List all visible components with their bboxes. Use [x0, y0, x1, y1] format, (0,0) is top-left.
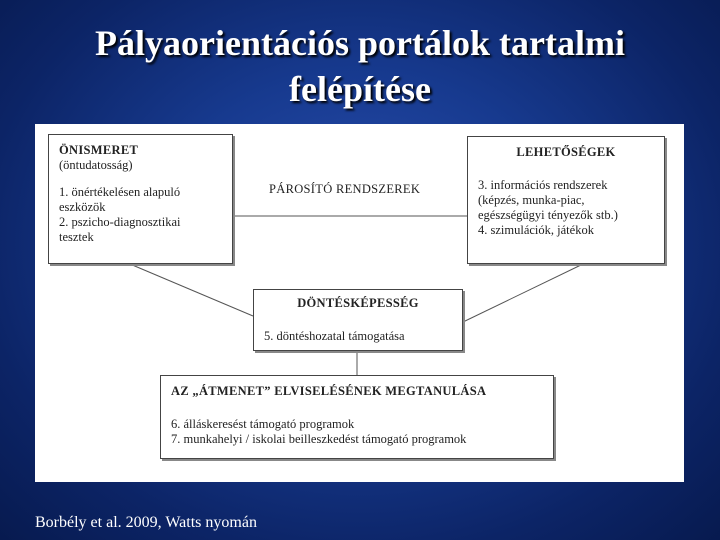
onismeret-subheading: (öntudatosság): [59, 158, 133, 172]
diagram-panel: [35, 124, 684, 482]
lehetosegek-heading: LEHETŐSÉGEK: [516, 145, 616, 159]
onismeret-item: eszközök: [59, 200, 106, 214]
slide-title-line-2: felépítése: [289, 69, 431, 109]
atmenet-box: [160, 375, 554, 459]
donteskepesseg-box: [253, 289, 463, 351]
onismeret-heading: ÖNISMERET: [59, 143, 139, 157]
atmenet-heading: AZ „ÁTMENET” ELVISELÉSÉNEK MEGTANULÁSA: [171, 384, 487, 398]
connector-lehetosegek-donteskepesseg: [463, 264, 583, 322]
parosito-rendszerek-label: PÁROSÍTÓ RENDSZEREK: [269, 182, 421, 196]
onismeret-item: 2. pszicho-diagnosztikai: [59, 215, 181, 229]
lehetosegek-item: egészségügyi tényezők stb.): [478, 208, 618, 222]
onismeret-item: 1. önértékelésen alapuló: [59, 185, 181, 199]
donteskepesseg-item: 5. döntéshozatal támogatása: [264, 329, 405, 343]
lehetosegek-box: [467, 136, 665, 264]
atmenet-item: 6. álláskeresést támogató programok: [171, 417, 355, 431]
lehetosegek-item: (képzés, munka-piac,: [478, 193, 585, 207]
slide-title-line-1: Pályaorientációs portálok tartalmi: [95, 23, 625, 63]
lehetosegek-item: 4. szimulációk, játékok: [478, 223, 594, 237]
slide-title: [20, 20, 700, 112]
source-credit: Borbély et al. 2009, Watts nyomán: [35, 514, 257, 531]
atmenet-item: 7. munkahelyi / iskolai beilleszkedést támogató programok: [171, 432, 467, 446]
lehetosegek-item: 3. információs rendszerek: [478, 178, 608, 192]
onismeret-box: [48, 134, 233, 264]
donteskepesseg-heading: DÖNTÉSKÉPESSÉG: [297, 296, 419, 310]
connector-onismeret-donteskepesseg: [130, 264, 253, 316]
onismeret-item: tesztek: [59, 230, 94, 244]
